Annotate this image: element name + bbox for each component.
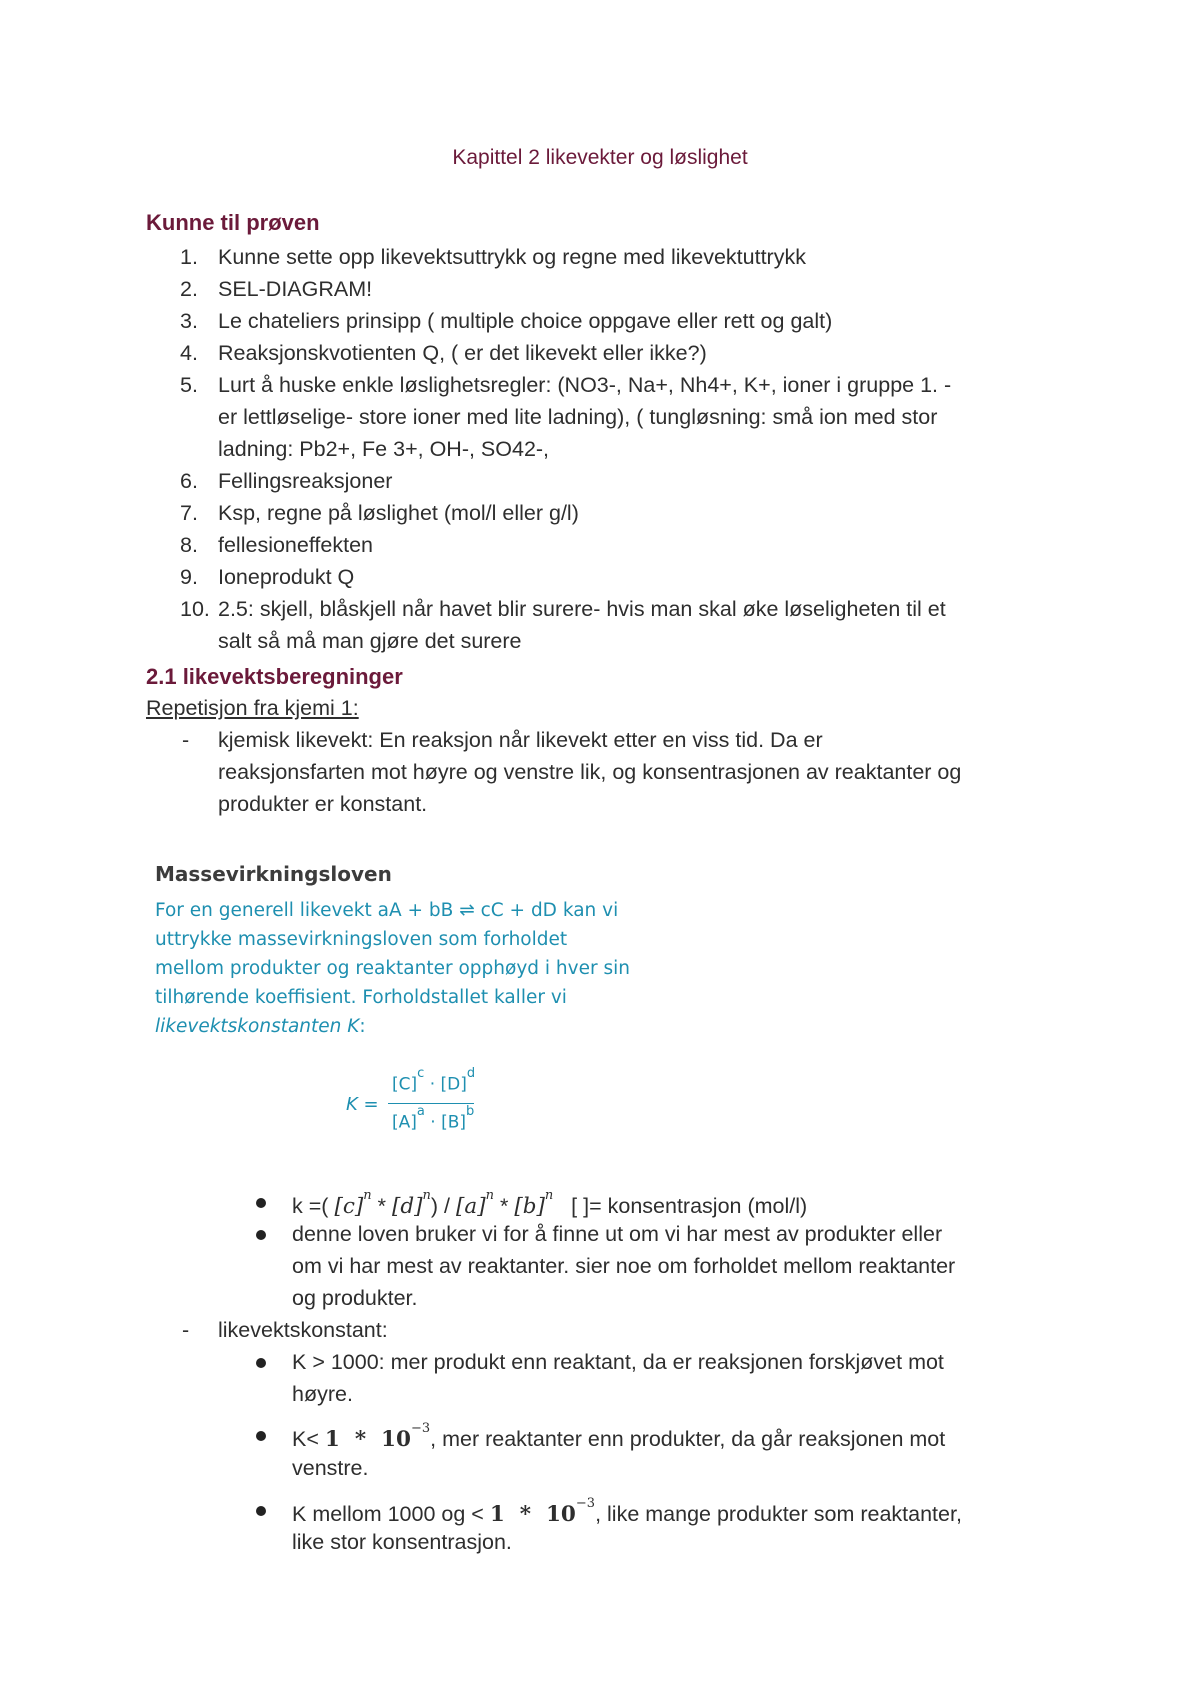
box-title: Massevirkningsloven (155, 862, 392, 886)
list-number: 8. (180, 533, 198, 557)
exponent: −3 (575, 1496, 596, 1511)
numerator-d: [D] (440, 1074, 467, 1095)
page-title: Kapittel 2 likevekter og løslighet (452, 146, 748, 169)
math-expression: 1 * 10 (489, 1502, 576, 1528)
bullet-text: , like mange produkter som reaktanter, (595, 1502, 962, 1527)
bullet-dot (256, 1431, 266, 1441)
list-item-line: salt så må man gjøre det surere (218, 629, 522, 653)
k-d: [d] (391, 1194, 423, 1220)
fraction-bar (388, 1103, 474, 1104)
dash-item-line: produkter er konstant. (218, 792, 428, 816)
list-item-line: Lurt å huske enkle løslighetsregler: (NO3-, Na+, Nh4+, K+, ioner i gruppe 1. - (218, 373, 952, 397)
exponent: −3 (410, 1421, 431, 1436)
list-number: 7. (180, 501, 198, 525)
bullet-line-math (292, 1419, 945, 1456)
equilibrium-formula (346, 1066, 486, 1140)
list-number: 9. (180, 565, 198, 589)
k-less-than: K< (292, 1427, 319, 1452)
k-mid: ) / (430, 1194, 456, 1219)
bullet-line: like stor konsentrasjon. (292, 1530, 512, 1554)
times: * (377, 1194, 386, 1219)
list-item-line: er lettløselige- store ioner med lite ladning), ( tungløsning: små ion med stor (218, 405, 938, 429)
list-item-line: Ksp, regne på løslighet (mol/l eller g/l) (218, 501, 579, 525)
list-item-line: Ioneprodukt Q (218, 565, 355, 589)
exp-n: n (544, 1188, 554, 1203)
box-text-line: mellom produkter og reaktanter opphøyd i hver sin (155, 958, 630, 979)
exp-n: n (363, 1188, 372, 1203)
list-item-line: SEL-DIAGRAM! (218, 277, 373, 301)
bullet-line: om vi har mest av reaktanter. sier noe om forholdet mellom reaktanter (292, 1254, 956, 1278)
bullet-line: venstre. (292, 1456, 369, 1480)
dash-item-line: likevektskonstant: (218, 1318, 388, 1342)
box-text-line-last (155, 1016, 366, 1037)
bullet-dot (256, 1358, 266, 1368)
list-item-line: Kunne sette opp likevektsuttrykk og regne med likevektuttrykk (218, 245, 806, 269)
exp-a: a (416, 1104, 425, 1119)
math-expression: 1 * 10 (324, 1427, 411, 1453)
list-item-line: Reaksjonskvotienten Q, ( er det likevekt eller ikke?) (218, 341, 707, 365)
list-item-line: 2.5: skjell, blåskjell når havet blir surere- hvis man skal øke løseligheten til et (218, 597, 946, 621)
k-suffix: [ ]= konsentrasjon (mol/l) (571, 1194, 808, 1219)
k-a: [a] (456, 1194, 486, 1220)
dash-marker: - (182, 728, 190, 752)
list-item-line: Le chateliers prinsipp ( multiple choice oppgave eller rett og galt) (218, 309, 833, 333)
bullet-line: K > 1000: mer produkt enn reaktant, da er reaksjonen forskjøvet mot (292, 1350, 944, 1374)
exp-d: d (466, 1066, 476, 1081)
denominator-b: [B] (441, 1112, 467, 1133)
formula-numerator (392, 1066, 476, 1095)
equilibrium-constant-term: likevektskonstanten K (155, 1016, 360, 1037)
denominator-a: [A] (392, 1112, 417, 1133)
list-number: 3. (180, 309, 198, 333)
exp-n: n (485, 1188, 494, 1203)
list-number: 5. (180, 373, 198, 397)
formula-denominator (392, 1104, 475, 1133)
colon: : (359, 1016, 366, 1037)
list-number: 6. (180, 469, 198, 493)
numerator-c: [C] (392, 1074, 418, 1095)
section-heading-likevektsberegninger: 2.1 likevektsberegninger (146, 664, 403, 689)
bullet-dot (256, 1230, 266, 1240)
repetition-label: Repetisjon fra kjemi 1: (146, 696, 359, 720)
exp-n: n (422, 1188, 431, 1203)
bullet-line: høyre. (292, 1382, 353, 1406)
list-item-line: Fellingsreaksjoner (218, 469, 393, 493)
list-number: 2. (180, 277, 198, 301)
exp-c: c (417, 1066, 425, 1081)
k-c: [c] (334, 1194, 364, 1220)
bullet-dot (256, 1198, 266, 1208)
times: * (499, 1194, 509, 1219)
bullet-dot (256, 1506, 266, 1516)
formula-lhs: K = (346, 1094, 379, 1115)
bullet-line: denne loven bruker vi for å finne ut om vi har mest av produkter eller (292, 1222, 943, 1246)
list-number: 4. (180, 341, 198, 365)
bullet-text: , mer reaktanter enn produkter, da går reaksjonen mot (430, 1427, 946, 1452)
dot: · (430, 1112, 436, 1133)
list-number: 10. (180, 597, 210, 621)
list-number: 1. (180, 245, 198, 269)
dash-item-line: reaksjonsfarten mot høyre og venstre lik, og konsentrasjonen av reaktanter og (218, 760, 962, 784)
box-text-line: uttrykke massevirkningsloven som forholdet (155, 929, 568, 950)
list-item-line: ladning: Pb2+, Fe 3+, OH-, SO42-, (218, 437, 550, 461)
dash-marker: - (182, 1318, 190, 1342)
k-b: [b] (514, 1194, 545, 1220)
section-heading-kunne: Kunne til prøven (146, 210, 320, 235)
box-text-line: tilhørende koeffisient. Forholdstallet kaller vi (155, 987, 567, 1008)
box-text-line: For en generell likevekt aA + bB ⇌ cC + dD kan vi (155, 900, 619, 921)
k-prefix: k =( (292, 1194, 329, 1219)
bullet-line: og produkter. (292, 1286, 418, 1310)
exp-b: b (466, 1104, 475, 1119)
dash-item-line: kjemisk likevekt: En reaksjon når likevekt etter en viss tid. Da er (218, 728, 823, 752)
list-item-line: fellesioneffekten (218, 533, 373, 557)
dot: · (429, 1074, 436, 1095)
k-between: K mellom 1000 og < (292, 1502, 484, 1527)
